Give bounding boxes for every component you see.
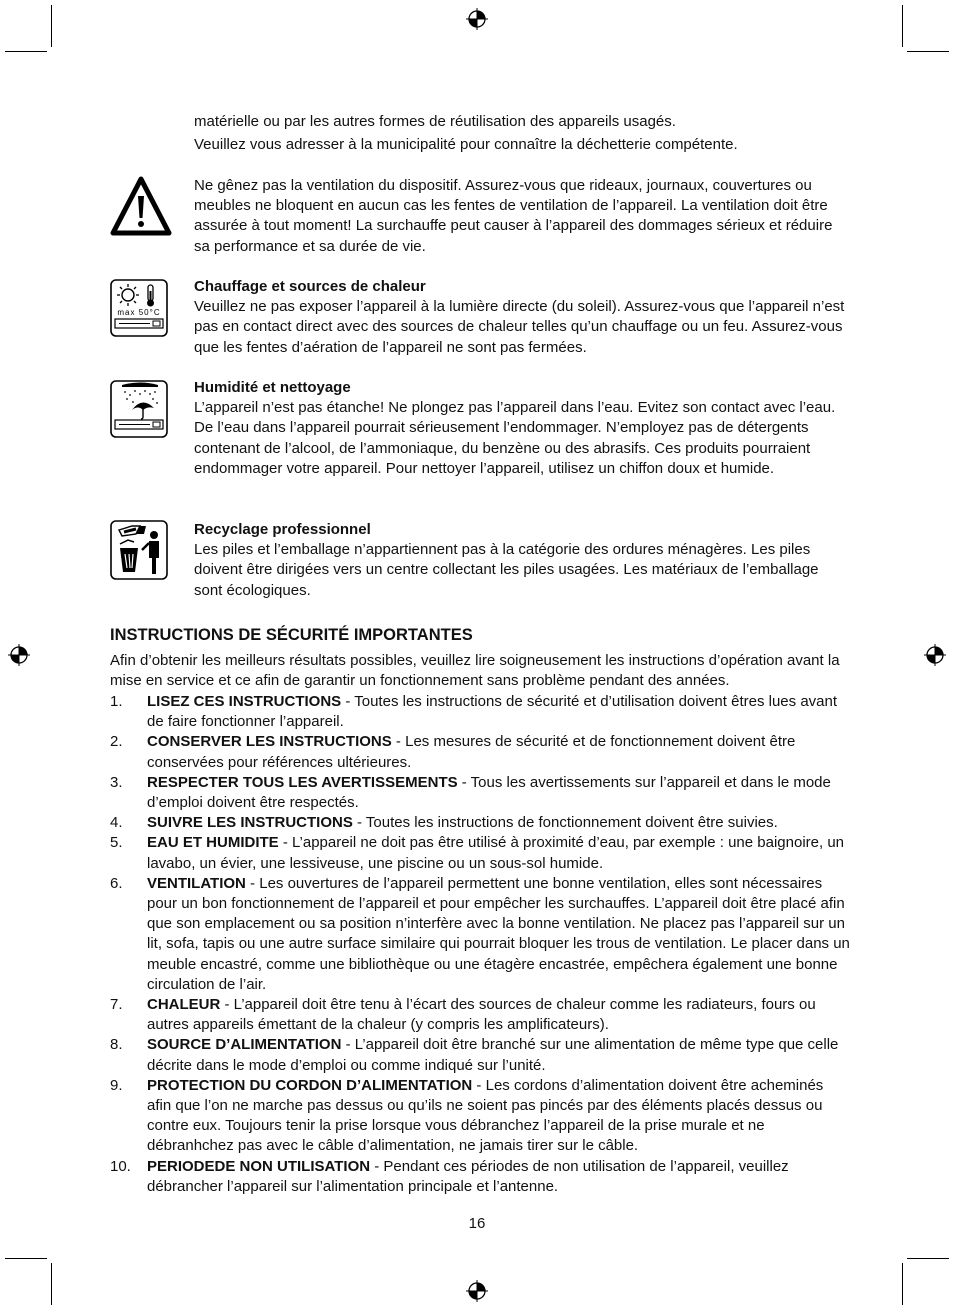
item-title: SUIVRE LES INSTRUCTIONS [147,814,353,832]
item-text: - Les cordons d’alimentation doivent être acheminés afin que l’on ne marche pas dessus ou qu’ils ne soient pas pincés par des éléments placés dessus ou contre eux. Toujours tenir la prise lorsque vous débranchez l’appareil de la prise murale et ne débranhchez pas avec le câble d’alimentation, ne jamais tirer sur le câble. [147,1076,824,1155]
item-title: PERIODEDE NON UTILISATION [147,1157,371,1175]
item-title: CONSERVER LES INSTRUCTIONS [147,733,392,751]
crop-mark [51,1263,52,1305]
heat-section-heading: Chauffage et sources de chaleur [194,278,426,295]
page-number: 16 [468,1215,486,1232]
heat-section-text [194,277,849,358]
item-number: 8. [110,1036,123,1054]
safety-instructions-intro: Afin d’obtenir les meilleurs résultats possibles, veuillez lire soigneusement les instructions d’opération avant la mise en service et ce afin de garantir un fonctionnement sans problème pendant des années. [110,652,840,690]
humidity-section-text [194,378,849,479]
crop-mark [51,5,52,47]
item-text: - Pendant ces périodes de non utilisation de l’appareil, veuillez débrancher l’appareil sur l’alimentation principale et l’antenne. [147,1157,789,1195]
warning-triangle-icon [110,176,172,236]
item-number: 10. [110,1157,131,1175]
item-number: 7. [110,996,123,1014]
crop-mark [907,1258,949,1259]
list-item [110,1035,850,1075]
item-text: - Tous les avertissements sur l’appareil et dans le mode d’emploi doivent être respectés. [147,773,831,812]
crop-mark [907,51,949,52]
heat-max-temperature-icon [110,279,168,337]
item-text: - Les ouvertures de l’appareil permettent une bonne ventilation, elles sont nécessaires pour un bon fonctionnement de l’appareil et pour empêcher les surchauffes. L’appareil doit être placé afin que son emplacement ou sa position n’interfère avec la bonne ventilation. Ne placez pas l’appareil sur un lit, sofa, tapis ou une autre surface similaire qui pourrait bloquer les trous de ventilation. Le placer dans un meuble encastré, comme une bibliothèque ou une étagère encastrée, empêchera également une bonne circulation de l’air. [147,874,850,993]
item-title: RESPECTER TOUS LES AVERTISSEMENTS [147,773,458,791]
ventilation-warning-text: Ne gênez pas la ventilation du dispositif. Assurez-vous que rideaux, journaux, couvertures ou meubles ne bloquent en aucun cas les fentes de ventilation de l’appareil. La ventilation doit être assurée à tout moment! La surchauffe peut causer à l’appareil des dommages sérieux et réduire sa performance et sa durée de vie. [194,177,833,255]
item-text: - L’appareil doit être branché sur une alimentation de même type que celle décrite dans le mode d’emploi ou comme indiqué sur l’unité. [147,1036,839,1074]
crop-mark [902,1263,903,1305]
item-number: 6. [110,874,123,892]
safety-instructions-list [110,692,850,1197]
crop-mark [5,51,47,52]
list-item [110,813,850,833]
item-number: 4. [110,814,123,832]
item-text: - L’appareil doit être tenu à l’écart des sources de chaleur comme les radiateurs, fours ou autres appareils émettant de la chaleur (y compris les amplificateurs). [147,996,816,1034]
item-text: - Toutes les instructions de sécurité et d’utilisation doivent êtres lues avant de faire fonctionner l’appareil. [147,693,838,731]
recycling-section-heading: Recyclage professionnel [194,521,371,538]
crop-mark [5,1258,47,1259]
item-text: - Les mesures de sécurité et de fonctionnement doivent être conservées pour références ultérieures. [147,733,796,771]
recycling-section-text [194,520,849,601]
item-number: 3. [110,773,123,791]
list-item [110,995,850,1035]
item-title: SOURCE D’ALIMENTATION [147,1036,342,1054]
heat-section-body: Veuillez ne pas exposer l’appareil à la lumière directe (du soleil). Assurez-vous que l’appareil n’est pas en contact direct avec des sources de chaleur telles qu’un chauffage ou un feu. Assurez-vous que les fentes d’aération de l’appareil ne sont pas fermées. [194,298,845,356]
list-item [110,1157,850,1197]
crop-mark [902,5,903,47]
item-number: 2. [110,733,123,751]
list-item [110,773,850,813]
item-text: - L’appareil ne doit pas être utilisé à proximité d’eau, par exemple : une baignoire, un lavabo, un évier, une lessiveuse, une piscine ou un sous-sol humide. [147,834,845,872]
item-title: PROTECTION DU CORDON D’ALIMENTATION [147,1076,473,1094]
item-title: EAU ET HUMIDITE [147,834,279,852]
item-title: VENTILATION [147,874,246,892]
list-item [110,1076,850,1157]
list-item [110,692,850,732]
humidity-section-heading: Humidité et nettoyage [194,379,351,396]
list-item [110,874,850,995]
item-title: LISEZ CES INSTRUCTIONS [147,693,342,710]
intro-line: matérielle ou par les autres formes de réutilisation des appareils usagés. [194,113,676,130]
recycling-bin-icon [110,520,168,580]
max-temp-label: max 50°C [117,308,161,317]
humidity-umbrella-icon [110,380,168,438]
list-item [110,833,850,873]
item-number: 9. [110,1076,123,1094]
registration-mark-icon [466,1280,488,1302]
list-item [110,732,850,772]
item-title: CHALEUR [147,996,221,1014]
item-number: 1. [110,693,123,710]
safety-instructions-title: INSTRUCTIONS DE SÉCURITÉ IMPORTANTES [110,626,473,644]
item-text: - Toutes les instructions de fonctionnement doivent être suivies. [352,814,778,832]
item-number: 5. [110,834,123,852]
intro-line: Veuillez vous adresser à la municipalité pour connaître la déchetterie compétente. [194,136,738,153]
recycling-section-body: Les piles et l’emballage n’appartiennent pas à la catégorie des ordures ménagères. Les piles doivent être dirigées vers un centre collectant les piles usagées. Les matériaux de l’emballage sont écologiques. [194,541,819,599]
registration-mark-icon [466,8,488,30]
registration-mark-icon [8,644,30,666]
humidity-section-body: L’appareil n’est pas étanche! Ne plongez pas l’appareil dans l’eau. Evitez son contact avec l’eau. De l’eau dans l’appareil pourrait sérieusement l’endommager. N’employez pas de détergents contenant de l’alcool, de l’ammoniaque, du benzène ou des abrasifs. Ces produits pourraient endommager votre appareil. Pour nettoyer l’appareil, utilisez un chiffon doux et humide. [194,399,836,477]
registration-mark-icon [924,644,946,666]
